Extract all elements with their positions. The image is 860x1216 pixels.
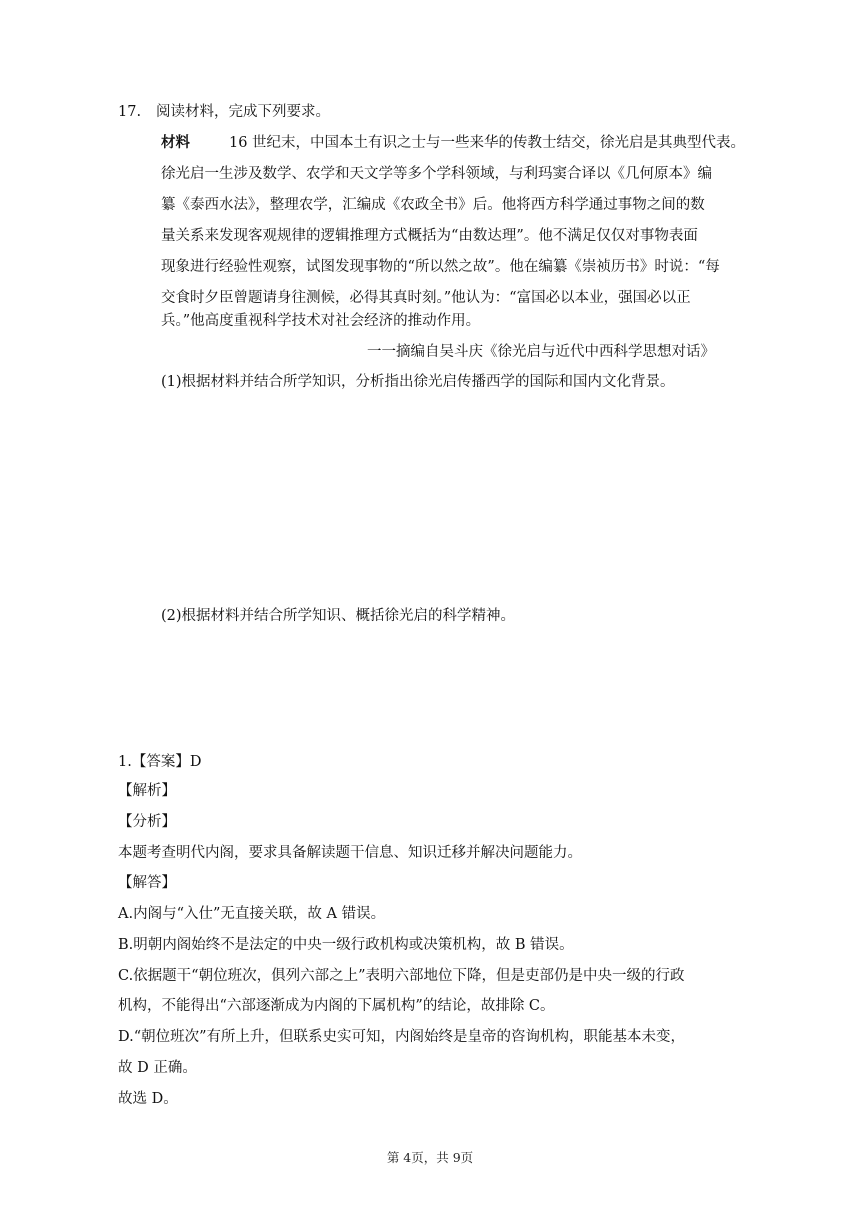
material-line: 16 世纪末，中国本土有识之士与一些来华的传教士结交，徐光启是其典型代表。: [229, 135, 746, 151]
answer-line: 本题考查明代内阁，要求具备解读题干信息、知识迁移并解决问题能力。: [118, 845, 582, 861]
sub-question-1: (1)根据材料并结合所学知识，分析指出徐光启传播西学的国际和国内文化背景。: [161, 374, 675, 390]
material-label: 材料: [161, 134, 190, 151]
option-b-explanation: B.明朝内阁始终不是法定的中央一级行政机构或决策机构，故 B 错误。: [118, 937, 574, 953]
material-line: 兵。”他高度重视科学技术对社会经济的推动作用。: [161, 313, 481, 329]
material-source: 一一摘编自吴斗庆《徐光启与近代中西科学思想对话》: [367, 344, 715, 360]
option-d-explanation: D.“朝位班次”有所上升，但联系史实可知，内阁始终是皇帝的咨询机构，职能基本未变，: [118, 1029, 686, 1045]
final-choice: 故选 D。: [118, 1091, 178, 1107]
material-line: 徐光启一生涉及数学、农学和天文学等多个学科领域，与利玛窦合译以《几何原本》编: [161, 166, 712, 182]
material-line: 现象进行经验性观察，试图发现事物的“所以然之故”。他在编纂《崇祯历书》时说：“每: [161, 259, 720, 275]
material-line: 量关系来发现客观规律的逻辑推理方式概括为“由数达理”。他不满足仅仅对事物表面: [161, 228, 698, 244]
analysis-heading: 【解析】: [118, 783, 176, 799]
question-title: 阅读材料，完成下列要求。: [156, 104, 330, 120]
material-line: 交食时夕臣曾题请身往测候，必得其真时刻。”他认为：“富国必以本业，强国必以正: [161, 290, 691, 306]
solution-heading: 【解答】: [118, 875, 176, 891]
option-c-explanation-cont: 机构，不能得出“六部逐渐成为内阁的下属机构”的结论，故排除 C。: [118, 998, 555, 1014]
material-line: 纂《泰西水法》，整理农学，汇编成《农政全书》后。他将西方科学通过事物之间的数: [161, 197, 705, 213]
option-a-explanation: A.内阁与“入仕”无直接关联，故 A 错误。: [118, 906, 386, 922]
breakdown-heading: 【分析】: [118, 814, 176, 830]
answer-heading: 1.【答案】D: [118, 754, 202, 770]
option-c-explanation: C.依据题干“朝位班次，俱列六部之上”表明六部地位下降，但是吏部仍是中央一级的行政: [118, 968, 685, 984]
option-d-explanation-cont: 故 D 正确。: [118, 1060, 197, 1076]
question-number: 17.: [118, 104, 142, 120]
sub-question-2: (2)根据材料并结合所学知识、概括徐光启的科学精神。: [161, 608, 516, 624]
page-footer: 第 4页，共 9页: [386, 1150, 474, 1165]
